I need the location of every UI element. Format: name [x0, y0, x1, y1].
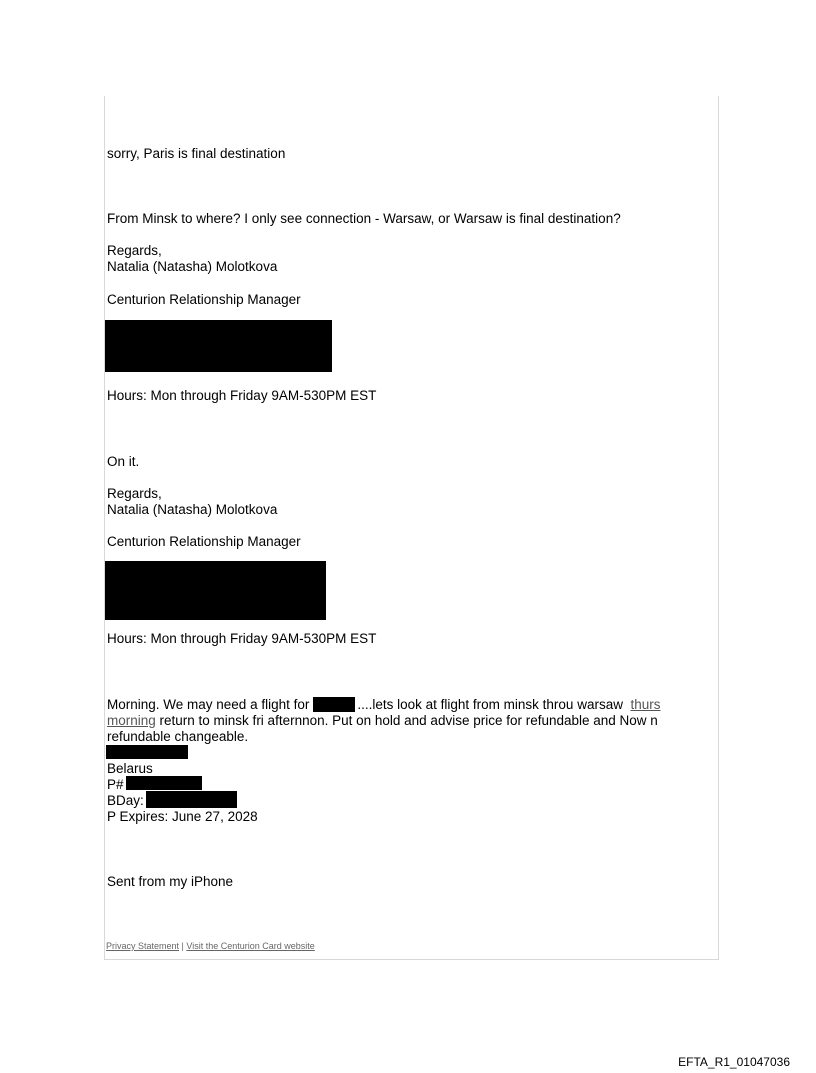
bday-label: BDay:: [107, 793, 144, 808]
redaction-block: [105, 561, 326, 620]
sender-name: Natalia (Natasha) Molotkova: [107, 502, 278, 517]
footer-separator: |: [181, 941, 184, 951]
message-text: refundable changeable.: [107, 729, 249, 744]
message-line: [107, 697, 660, 713]
message-text: Morning. We may need a flight for: [107, 697, 310, 712]
passport-expiry: P Expires: June 27, 2028: [107, 809, 258, 824]
redaction-block: [146, 791, 237, 808]
passport-line: [107, 777, 124, 793]
redaction-block: [105, 320, 332, 372]
message-text: From Minsk to where? I only see connection - Warsaw, or Warsaw is final destination?: [107, 211, 621, 226]
message-text: On it.: [107, 454, 140, 469]
website-link[interactable]: Visit the Centurion Card website: [186, 941, 315, 951]
date-link[interactable]: morning: [107, 713, 156, 728]
message-text: ....lets look at flight from minsk throu warsaw: [357, 697, 623, 712]
bday-line: [107, 793, 144, 809]
sender-title: Centurion Relationship Manager: [107, 534, 301, 549]
regards-text: Regards,: [107, 243, 162, 258]
redaction-block: [126, 776, 202, 790]
passport-label: P#: [107, 777, 124, 792]
message-text: sorry, Paris is final destination: [107, 146, 286, 161]
message-line: [107, 713, 658, 729]
sender-title: Centurion Relationship Manager: [107, 292, 301, 307]
privacy-link[interactable]: Privacy Statement: [106, 941, 180, 951]
redaction-block: [106, 745, 188, 759]
signature-text: Sent from my iPhone: [107, 874, 234, 889]
document-id: EFTA_R1_01047036: [678, 1055, 790, 1069]
hours-text: Hours: Mon through Friday 9AM-530PM EST: [107, 388, 377, 403]
country-text: Belarus: [107, 761, 153, 776]
regards-text: Regards,: [107, 486, 162, 501]
hours-text: Hours: Mon through Friday 9AM-530PM EST: [107, 631, 377, 646]
email-footer: [106, 941, 315, 951]
date-link[interactable]: thurs: [630, 697, 661, 712]
sender-name: Natalia (Natasha) Molotkova: [107, 259, 278, 274]
redaction-inline: [313, 697, 355, 712]
message-text: return to minsk fri afternnon. Put on hold and advise price for refundable and Now n: [155, 713, 658, 728]
